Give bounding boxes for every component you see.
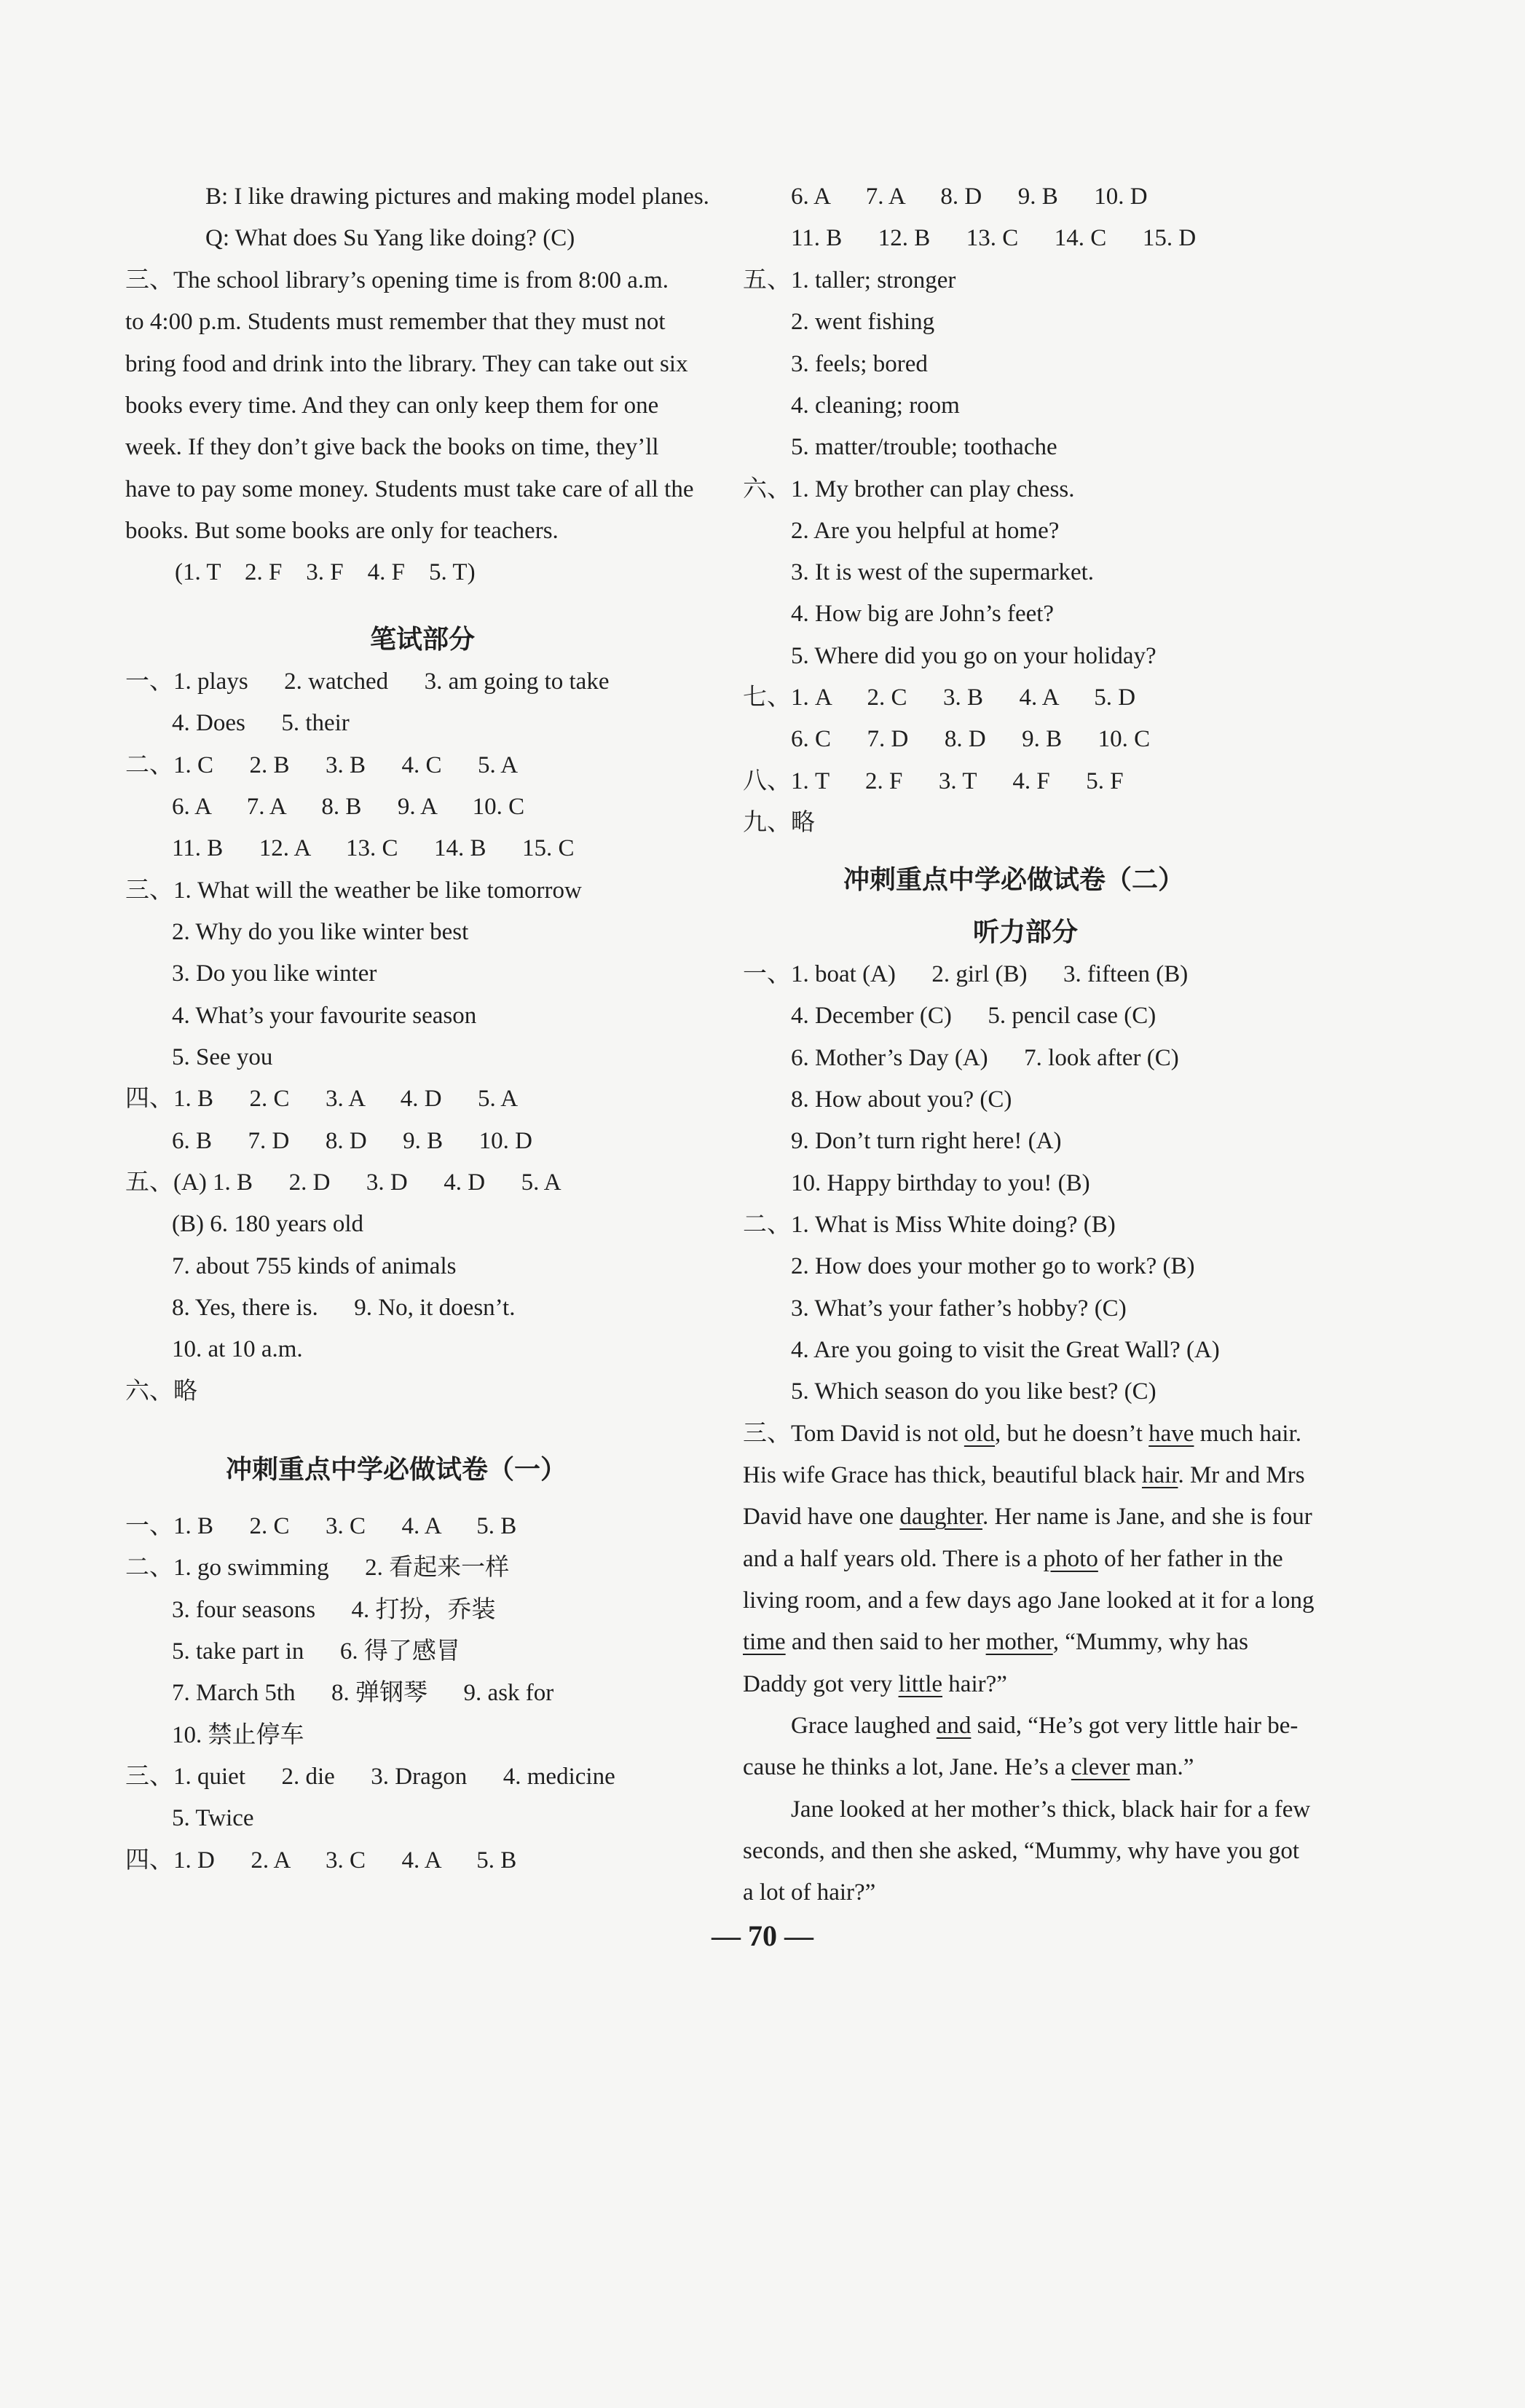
written-heading: 笔试部分 bbox=[370, 625, 476, 655]
underlined-word: hair bbox=[1141, 1462, 1178, 1488]
answer-line: 5. take part in 6. 得了感冒 bbox=[172, 1638, 460, 1665]
question-line: Q: What does Su Yang like doing? (C) bbox=[205, 225, 575, 251]
listening-heading: 听力部分 bbox=[973, 917, 1079, 947]
underlined-word: daughter bbox=[899, 1504, 982, 1530]
answer-line: 2. How does your mother go to work? (B) bbox=[791, 1253, 1195, 1279]
answer-line: 6. B 7. D 8. D 9. B 10. D bbox=[172, 1128, 533, 1154]
story-line: seconds, and then she asked, “Mummy, why have you got bbox=[743, 1838, 1300, 1864]
answer-line: 11. B 12. A 13. C 14. B 15. C bbox=[172, 835, 575, 861]
underlined-word: have bbox=[1148, 1421, 1194, 1447]
story-line: cause he thinks a lot, Jane. He’s a clever man.” bbox=[743, 1754, 1194, 1780]
answer-line: 一、1. B 2. C 3. C 4. A 5. B bbox=[125, 1513, 517, 1539]
answer-line: 4. December (C) 5. pencil case (C) bbox=[791, 1003, 1156, 1029]
passage-line: to 4:00 p.m. Students must remember that they must not bbox=[125, 309, 666, 335]
answer-line: 4. What’s your favourite season bbox=[172, 1003, 477, 1029]
answer-line: 11. B 12. B 13. C 14. C 15. D bbox=[791, 225, 1197, 251]
answer-line: 10. at 10 a.m. bbox=[172, 1336, 303, 1362]
answer-line: 二、1. C 2. B 3. B 4. C 5. A bbox=[125, 752, 519, 778]
story-line: David have one daughter. Her name is Jane, and she is four bbox=[743, 1504, 1312, 1530]
answer-line: 一、1. plays 2. watched 3. am going to take bbox=[125, 668, 610, 695]
answer-line: 6. Mother’s Day (A) 7. look after (C) bbox=[791, 1045, 1179, 1071]
answer-line: 10. 禁止停车 bbox=[172, 1722, 304, 1748]
passage-line: books. But some books are only for teachers. bbox=[125, 518, 559, 544]
answer-line: 四、1. D 2. A 3. C 4. A 5. B bbox=[125, 1847, 517, 1874]
test1-heading: 冲刺重点中学必做试卷（一） bbox=[226, 1455, 567, 1485]
story-line: time and then said to her mother, “Mummy, why has bbox=[743, 1629, 1249, 1655]
story-line: Jane looked at her mother’s thick, black hair for a few bbox=[791, 1796, 1311, 1823]
answer-line: 五、1. taller; stronger bbox=[743, 267, 956, 293]
story-line: Grace laughed and said, “He’s got very little hair be- bbox=[791, 1713, 1299, 1739]
underlined-word: old bbox=[964, 1421, 996, 1447]
answer-line: 七、1. A 2. C 3. B 4. A 5. D bbox=[743, 684, 1136, 711]
answer-line: 4. How big are John’s feet? bbox=[791, 601, 1055, 627]
story-line: and a half years old. There is a photo of her father in the bbox=[743, 1546, 1283, 1572]
answer-line: 八、1. T 2. F 3. T 4. F 5. F bbox=[743, 768, 1124, 794]
answer-line: 二、1. What is Miss White doing? (B) bbox=[743, 1212, 1116, 1238]
underlined-word: and bbox=[936, 1713, 972, 1739]
underlined-word: mother bbox=[985, 1629, 1053, 1655]
answer-line: 6. A 7. A 8. B 9. A 10. C bbox=[172, 794, 525, 820]
answer-line: 6. A 7. A 8. D 9. B 10. D bbox=[791, 183, 1148, 210]
answer-line: 8. How about you? (C) bbox=[791, 1086, 1012, 1113]
answer-line: 8. Yes, there is. 9. No, it doesn’t. bbox=[172, 1295, 516, 1321]
answer-line: 5. matter/trouble; toothache bbox=[791, 434, 1057, 460]
passage-line: week. If they don’t give back the books on time, they’ll bbox=[125, 434, 659, 460]
answer-line: 7. March 5th 8. 弹钢琴 9. ask for bbox=[172, 1680, 554, 1706]
answer-line: 一、1. boat (A) 2. girl (B) 3. fifteen (B) bbox=[743, 961, 1189, 987]
story-line: a lot of hair?” bbox=[743, 1879, 876, 1906]
page-number: — 70 — bbox=[712, 1919, 813, 1952]
answer-line: 5. Twice bbox=[172, 1805, 254, 1831]
answer-line: 2. went fishing bbox=[791, 309, 935, 335]
test2-heading: 冲刺重点中学必做试卷（二） bbox=[843, 865, 1185, 895]
story-line: Daddy got very little hair?” bbox=[743, 1671, 1007, 1697]
answer-line: 5. See you bbox=[172, 1044, 273, 1070]
answer-line: 3. What’s your father’s hobby? (C) bbox=[791, 1295, 1127, 1322]
underlined-word: clever bbox=[1071, 1754, 1130, 1780]
answer-line: 3. four seasons 4. 打扮，乔装 bbox=[172, 1597, 496, 1623]
answer-line: 3. Do you like winter bbox=[172, 960, 377, 987]
answer-line: 2. Are you helpful at home? bbox=[791, 518, 1060, 544]
answer-line: 3. feels; bored bbox=[791, 351, 928, 377]
answer-line: 6. C 7. D 8. D 9. B 10. C bbox=[791, 726, 1151, 752]
dialog-line: B: I like drawing pictures and making model planes. bbox=[205, 183, 709, 210]
underlined-word: time bbox=[743, 1629, 786, 1655]
passage-line: The school library’s opening time is from 8:00 a.m. bbox=[173, 267, 669, 293]
answer-line: (1. T 2. F 3. F 4. F 5. T) bbox=[175, 559, 476, 585]
answer-line: 六、1. My brother can play chess. bbox=[743, 476, 1075, 502]
answer-line: 四、1. B 2. C 3. A 4. D 5. A bbox=[125, 1086, 519, 1112]
answer-line: 4. cleaning; room bbox=[791, 392, 960, 419]
answer-line: 7. about 755 kinds of animals bbox=[172, 1253, 457, 1279]
underlined-word: little bbox=[898, 1671, 943, 1697]
answer-line: 4. Are you going to visit the Great Wall? (A) bbox=[791, 1337, 1220, 1363]
answer-line: 三、1. quiet 2. die 3. Dragon 4. medicine bbox=[125, 1764, 615, 1790]
answer-line: 九、略 bbox=[743, 810, 815, 836]
story-line: living room, and a few days ago Jane looked at it for a long bbox=[743, 1587, 1315, 1614]
answer-line: 3. It is west of the supermarket. bbox=[791, 559, 1095, 585]
answer-line: 4. Does 5. their bbox=[172, 710, 350, 736]
answer-line: 5. Which season do you like best? (C) bbox=[791, 1378, 1156, 1405]
story-line: 三、Tom David is not old, but he doesn’t have much hair. bbox=[743, 1421, 1302, 1447]
answer-line: 三、1. What will the weather be like tomorrow bbox=[125, 877, 582, 904]
answer-line: 二、1. go swimming 2. 看起来一样 bbox=[125, 1555, 510, 1581]
passage-line: books every time. And they can only keep them for one bbox=[125, 392, 659, 419]
answer-line: 六、略 bbox=[125, 1378, 197, 1405]
answer-line: 2. Why do you like winter best bbox=[172, 919, 469, 945]
answer-line: 10. Happy birthday to you! (B) bbox=[791, 1170, 1090, 1196]
answer-line: 9. Don’t turn right here! (A) bbox=[791, 1128, 1062, 1154]
passage-line: have to pay some money. Students must take care of all the bbox=[125, 476, 694, 502]
story-line: His wife Grace has thick, beautiful black hair. Mr and Mrs bbox=[743, 1462, 1305, 1488]
section-label: 三、 bbox=[125, 267, 173, 293]
passage-line: bring food and drink into the library. They can take out six bbox=[125, 351, 688, 377]
underlined-word: photo bbox=[1043, 1546, 1098, 1572]
answer-line: 5. Where did you go on your holiday? bbox=[791, 643, 1156, 669]
answer-line: 五、(A) 1. B 2. D 3. D 4. D 5. A bbox=[125, 1169, 561, 1196]
answer-line: (B) 6. 180 years old bbox=[172, 1211, 364, 1237]
